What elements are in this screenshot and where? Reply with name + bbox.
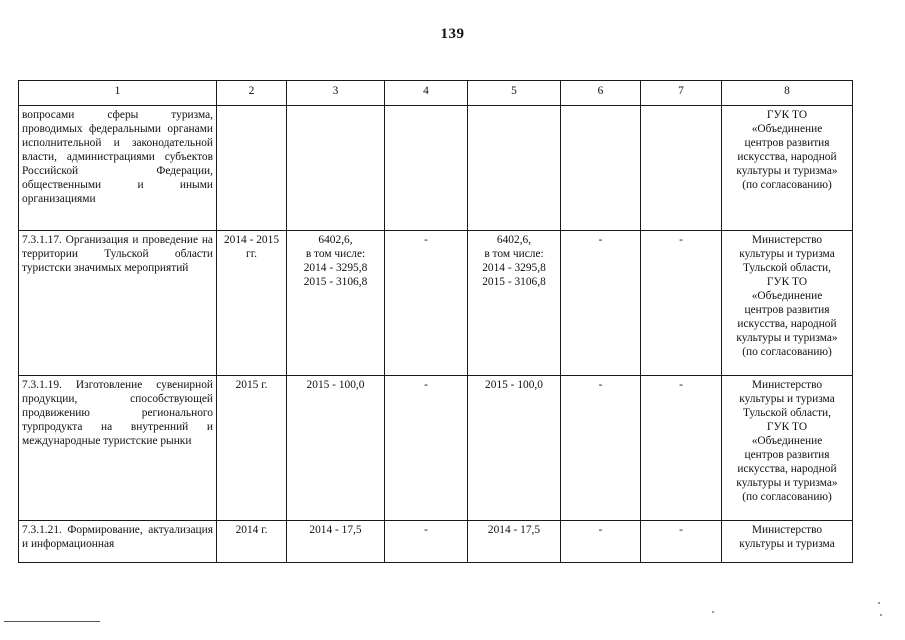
local-budget-cell: - [561, 521, 641, 563]
executor-line: ГУК ТО [766, 276, 808, 288]
federal-budget-cell: - [385, 521, 468, 563]
period-line: 2014 - 2015 [223, 234, 280, 246]
funding-line: в том числе: [484, 248, 544, 260]
local-budget-cell: - [561, 376, 641, 521]
funding-line: 2015 - 100,0 [306, 379, 365, 391]
executor-line: Тульской области, [742, 407, 832, 419]
period-cell [217, 376, 287, 521]
executor-line: ГУК ТО [766, 421, 808, 433]
extrabudget-cell [641, 106, 722, 231]
executor-line: культуры и туризма [739, 538, 835, 550]
executor-line: Министерство [751, 234, 823, 246]
scan-speck [712, 611, 714, 613]
activity-description-cell: 7.3.1.17. Организация и проведение на территории Тульской области туристски значимых мероприятий [19, 231, 217, 376]
executor-cell [722, 376, 853, 521]
funding-line: в том числе: [305, 248, 366, 260]
funding-line: 2015 - 3106,8 [303, 276, 368, 288]
period-cell [217, 231, 287, 376]
extrabudget-cell: - [641, 376, 722, 521]
regional-budget-cell [468, 231, 561, 376]
executor-line: культуры и туризма [739, 248, 835, 260]
funding-line: 2015 - 3106,8 [482, 276, 546, 288]
total-funding-cell [287, 376, 385, 521]
executor-line: культуры и туризма» [736, 165, 838, 177]
executor-line: центров развития [744, 137, 830, 149]
executor-line: «Объединение [751, 290, 823, 302]
funding-line: 2014 - 3295,8 [303, 262, 368, 274]
table-row [19, 106, 853, 231]
column-header-3: 3 [287, 81, 385, 106]
column-header-2: 2 [217, 81, 287, 106]
table-row [19, 231, 853, 376]
total-funding-cell [287, 231, 385, 376]
executor-cell [722, 106, 853, 231]
table-row [19, 521, 853, 563]
column-header-5: 5 [468, 81, 561, 106]
funding-line: 2015 - 100,0 [485, 379, 543, 391]
executor-line: культуры и туризма» [736, 332, 838, 344]
table-row [19, 376, 853, 521]
funding-line: 6402,6, [496, 234, 532, 246]
executor-line: искусства, народной [737, 463, 837, 475]
column-header-8: 8 [722, 81, 853, 106]
activity-description-cell: 7.3.1.19. Изготовление сувенирной продукции, способствующей продвижению регионального турпродукта на внутренний и международные туристские рынки [19, 376, 217, 521]
regional-budget-cell [468, 106, 561, 231]
executor-line: Министерство [751, 524, 823, 536]
federal-budget-cell: - [385, 231, 468, 376]
executor-line: центров развития [744, 449, 830, 461]
executor-line: (по согласованию) [742, 491, 832, 503]
activity-description-cell: вопросами сферы туризма, проводимых федеральными органами исполнительной и законодательной власти, администрациями субъектов Российской Федерации, общественными и иными организациями [19, 106, 217, 231]
funding-line: 6402,6, [318, 234, 353, 246]
executor-line: культуры и туризма» [736, 477, 838, 489]
executor-line: «Объединение [751, 435, 823, 447]
executor-line: искусства, народной [737, 151, 837, 163]
local-budget-cell: - [561, 231, 641, 376]
period-line: 2015 г. [235, 379, 268, 391]
period-cell [217, 521, 287, 563]
scan-speck [878, 602, 880, 604]
column-header-1: 1 [19, 81, 217, 106]
federal-budget-cell [385, 106, 468, 231]
footnote-rule [4, 621, 100, 622]
column-header-6: 6 [561, 81, 641, 106]
executor-line: (по согласованию) [742, 179, 832, 191]
page-number: 139 [440, 26, 465, 42]
funding-line: 2014 - 3295,8 [482, 262, 546, 274]
period-cell [217, 106, 287, 231]
federal-budget-cell: - [385, 376, 468, 521]
executor-cell [722, 231, 853, 376]
local-budget-cell [561, 106, 641, 231]
executor-line: искусства, народной [737, 318, 837, 330]
executor-line: Тульской области, [742, 262, 832, 274]
extrabudget-cell: - [641, 231, 722, 376]
executor-line: (по согласованию) [742, 346, 832, 358]
executor-line: ГУК ТО [766, 109, 808, 121]
period-line: 2014 г. [235, 524, 268, 536]
extrabudget-cell: - [641, 521, 722, 563]
regional-budget-cell [468, 521, 561, 563]
activity-plan-table [18, 80, 853, 563]
column-number-row [19, 81, 853, 106]
column-header-4: 4 [385, 81, 468, 106]
regional-budget-cell [468, 376, 561, 521]
period-line: гг. [246, 248, 257, 260]
executor-line: Министерство [751, 379, 823, 391]
total-funding-cell [287, 106, 385, 231]
funding-line: 2014 - 17,5 [309, 524, 362, 536]
scan-speck [880, 614, 882, 616]
executor-line: культуры и туризма [739, 393, 835, 405]
activity-description-cell: 7.3.1.21. Формирование, актуализация и информационная [19, 521, 217, 563]
column-header-7: 7 [641, 81, 722, 106]
executor-line: центров развития [744, 304, 830, 316]
funding-line: 2014 - 17,5 [487, 524, 541, 536]
executor-cell [722, 521, 853, 563]
executor-line: «Объединение [751, 123, 823, 135]
total-funding-cell [287, 521, 385, 563]
